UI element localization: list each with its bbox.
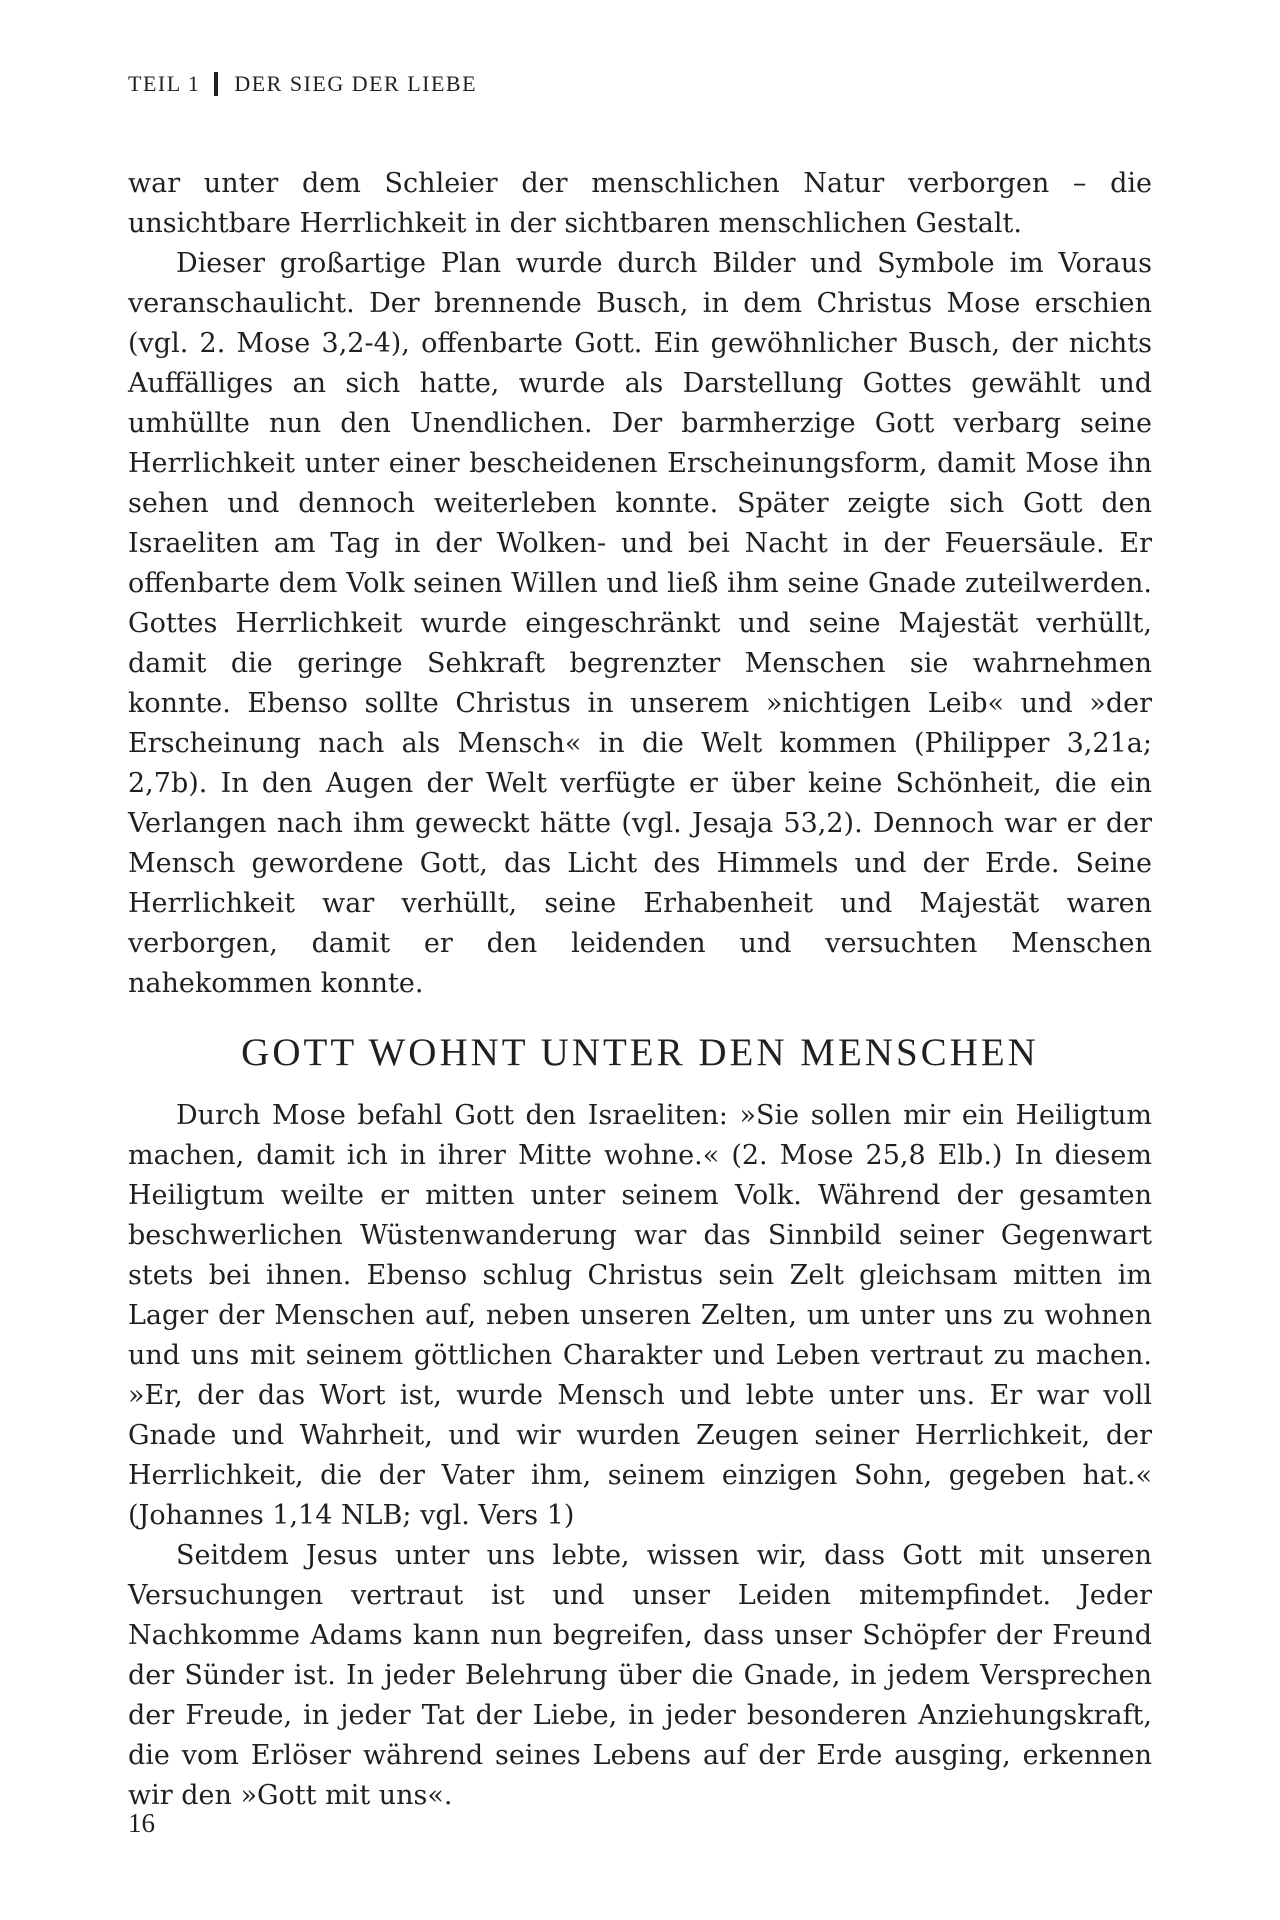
running-head-separator: [214, 72, 218, 96]
running-head-part: TEIL 1: [128, 71, 201, 96]
running-head: [128, 71, 477, 97]
paragraph-sanctuary: Durch Mose befahl Gott den Israeliten: »Sie sollen mir ein Heiligtum machen, damit ich in ihrer Mitte wohne.« (2. Mose 25,8 Elb.) In diesem Heiligtum weilte er mitten unter seinem Volk. Während der gesamten beschwerlichen Wüstenwanderung war das Sinnbild seiner Gegenwart stets bei ihnen. Ebenso schlug Christus sein Zelt gleichsam mitten im Lager der Menschen auf, neben unseren Zelten, um unter uns zu wohnen und uns mit seinem göttlichen Charakter und Leben vertraut zu machen. »Er, der das Wort ist, wurde Mensch und lebte unter uns. Er war voll Gnade und Wahrheit, und wir wurden Zeugen seiner Herrlichkeit, der Herrlichkeit, die der Vater ihm, seinem einzigen Sohn, gegeben hat.« (Johannes 1,14 NLB; vgl. Vers 1): [128, 1100, 1152, 1531]
page-number: 16: [128, 1808, 155, 1838]
paragraph-burning-bush: Dieser großartige Plan wurde durch Bilder und Symbole im Voraus veranschaulicht. Der brennende Busch, in dem Christus Mose erschien (vgl. 2. Mose 3,2-4), offenbarte Gott. Ein gewöhnlicher Busch, der nichts Auffälliges an sich hatte, wurde als Darstellung Gottes gewählt und umhüllte nun den Unendlichen. Der barmherzige Gott verbarg seine Herrlichkeit unter einer bescheidenen Erscheinungsform, damit Mose ihn sehen und dennoch weiterleben konnte. Später zeigte sich Gott den Israeliten am Tag in der Wolken- und bei Nacht in der Feuersäule. Er offenbarte dem Volk seinen Willen und ließ ihm seine Gnade zuteilwerden. Gottes Herrlichkeit wurde eingeschränkt und seine Majestät verhüllt, damit die geringe Sehkraft begrenzter Menschen sie wahrnehmen konnte. Ebenso sollte Christus in unserem »nichtigen Leib« und »der Erscheinung nach als Mensch« in die Welt kommen (Philipper 3,21a; 2,7b). In den Augen der Welt verfügte er über keine Schönheit, die ein Verlangen nach ihm geweckt hätte (vgl. Jesaja 53,2). Dennoch war er der Mensch gewordene Gott, das Licht des Himmels und der Erde. Seine Herrlichkeit war verhüllt, seine Erhabenheit und Majestät waren verborgen, damit er den leidenden und versuchten Menschen nahekommen konnte.: [128, 248, 1152, 999]
paragraph-continuation: war unter dem Schleier der menschlichen Natur verborgen – die unsichtbare Herrlichkeit in der sichtbaren menschlichen Gestalt.: [128, 168, 1152, 239]
running-head-title: DER SIEG DER LIEBE: [234, 71, 478, 96]
section-heading: GOTT WOHNT UNTER DEN MENSCHEN: [241, 1031, 1039, 1074]
body-text-before-heading: [128, 164, 1152, 1004]
body-text-after-heading: [128, 1096, 1152, 1816]
paragraph-god-with-us: Seitdem Jesus unter uns lebte, wissen wir, dass Gott mit unseren Versuchungen vertraut ist und unser Leiden mitempfindet. Jeder Nachkomme Adams kann nun begreifen, dass unser Schöpfer der Freund der Sünder ist. In jeder Belehrung über die Gnade, in jedem Versprechen der Freude, in jeder Tat der Liebe, in jeder besonderen Anziehungskraft, die vom Erlöser während seines Lebens auf der Erde ausging, erkennen wir den »Gott mit uns«.: [128, 1540, 1152, 1811]
